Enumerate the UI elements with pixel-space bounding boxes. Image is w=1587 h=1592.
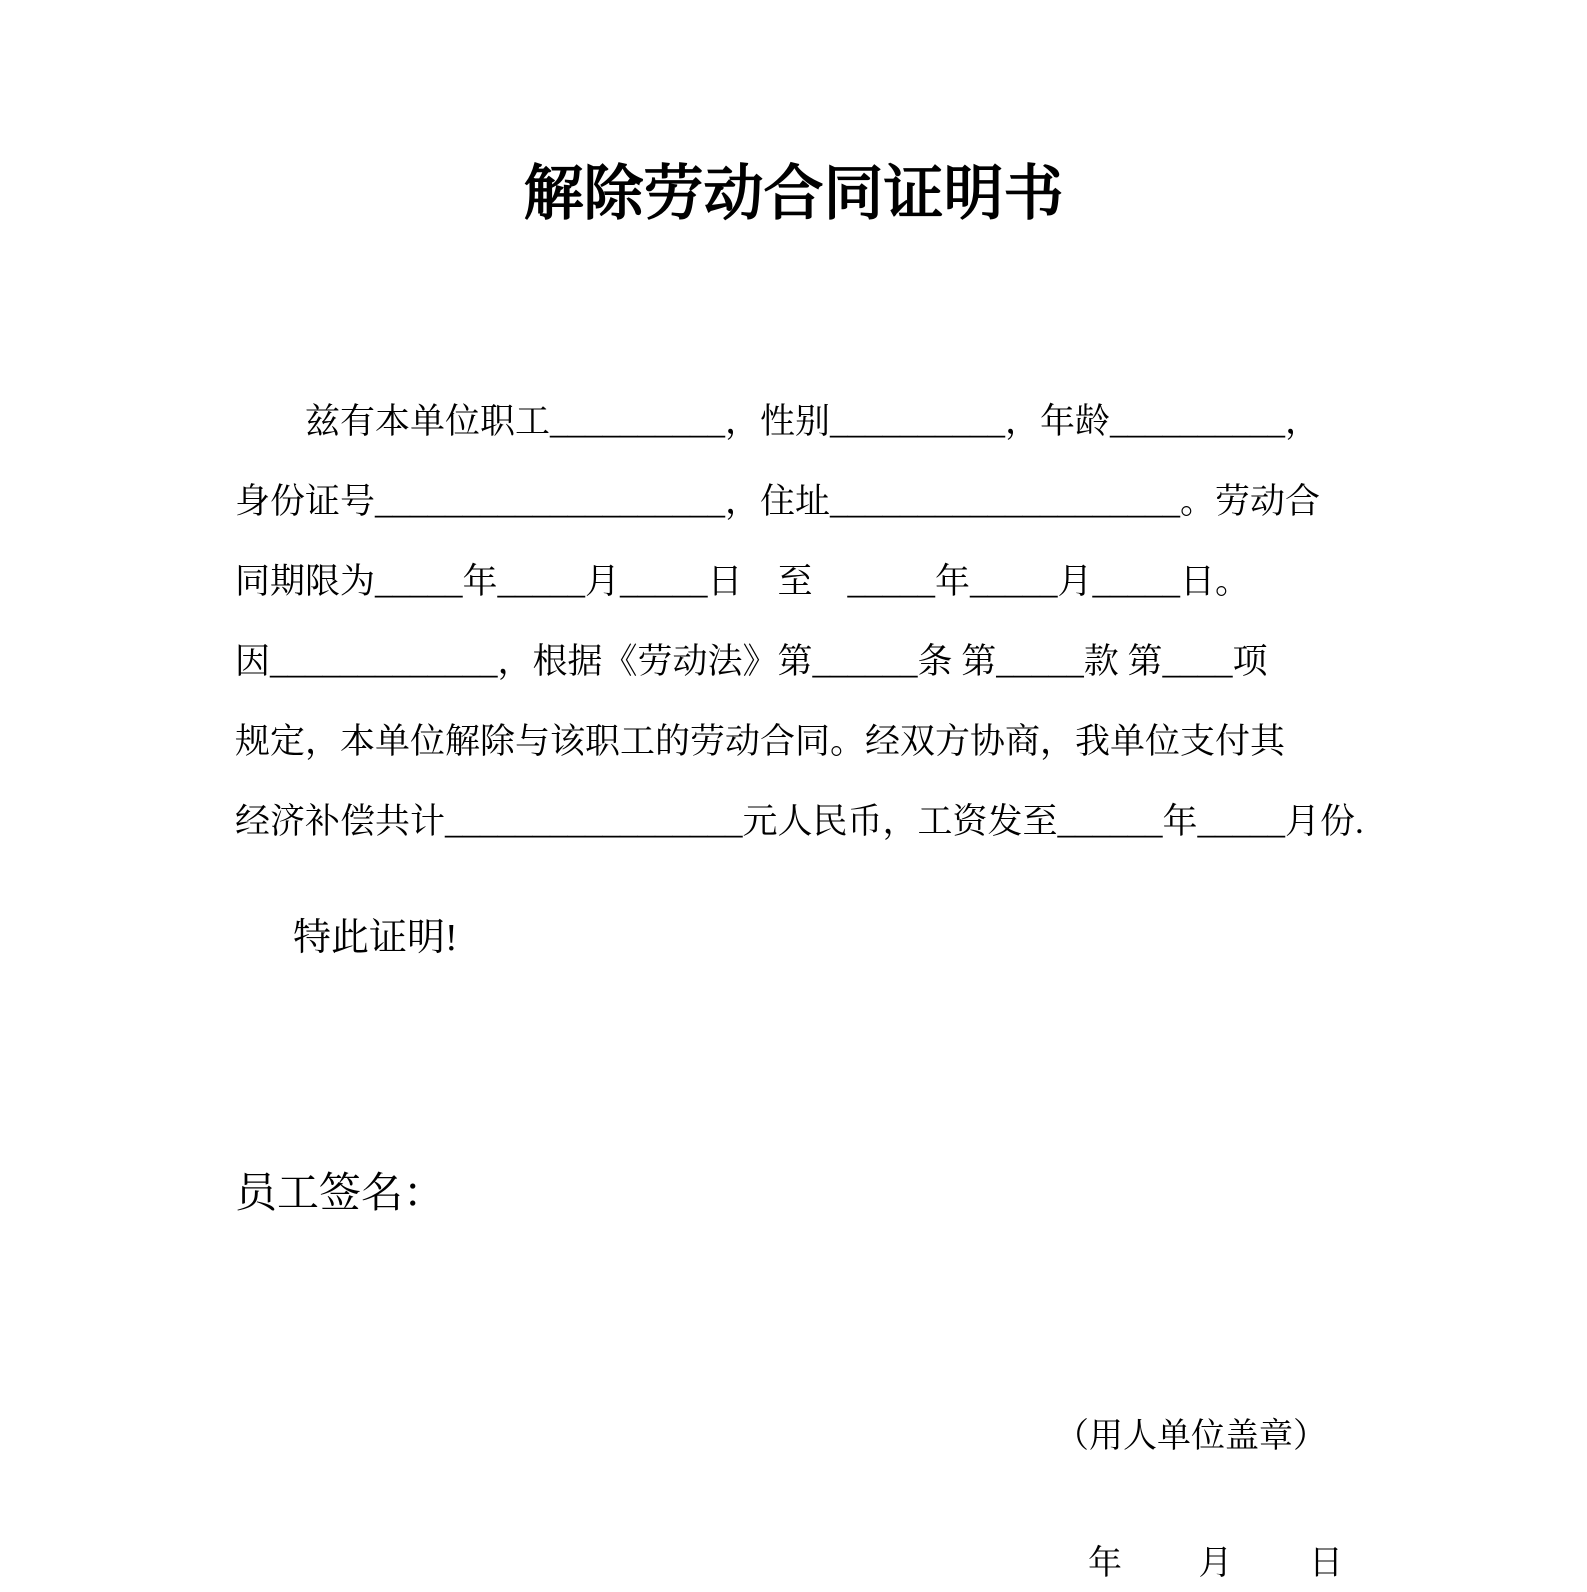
body-line-contract-term: 同期限为_____年_____月_____日 至 _____年_____月_____日。 [235,562,1251,601]
employer-seal-label: （用人单位盖章） [1055,1418,1327,1455]
body-line-legal-basis: 因_____________，根据《劳动法》第______条 第_____款 第____项 [235,642,1268,681]
date-line: 年 月 日 [1088,1545,1343,1582]
document-title: 解除劳动合同证明书 [523,161,1064,227]
employee-signature-label: 员工签名： [235,1171,446,1217]
body-line-employee-info: 兹有本单位职工__________，性别__________，年龄__________， [235,402,1321,441]
document-body [235,382,1364,862]
body-line-id-address: 身份证号____________________，住址____________________。劳动合 [235,482,1321,521]
closing-statement: 特此证明! [293,917,458,959]
body-line-compensation: 经济补偿共计_________________元人民币，工资发至______年_____月份. [235,802,1364,841]
body-line-termination-statement: 规定，本单位解除与该职工的劳动合同。经双方协商，我单位支付其 [235,722,1286,761]
